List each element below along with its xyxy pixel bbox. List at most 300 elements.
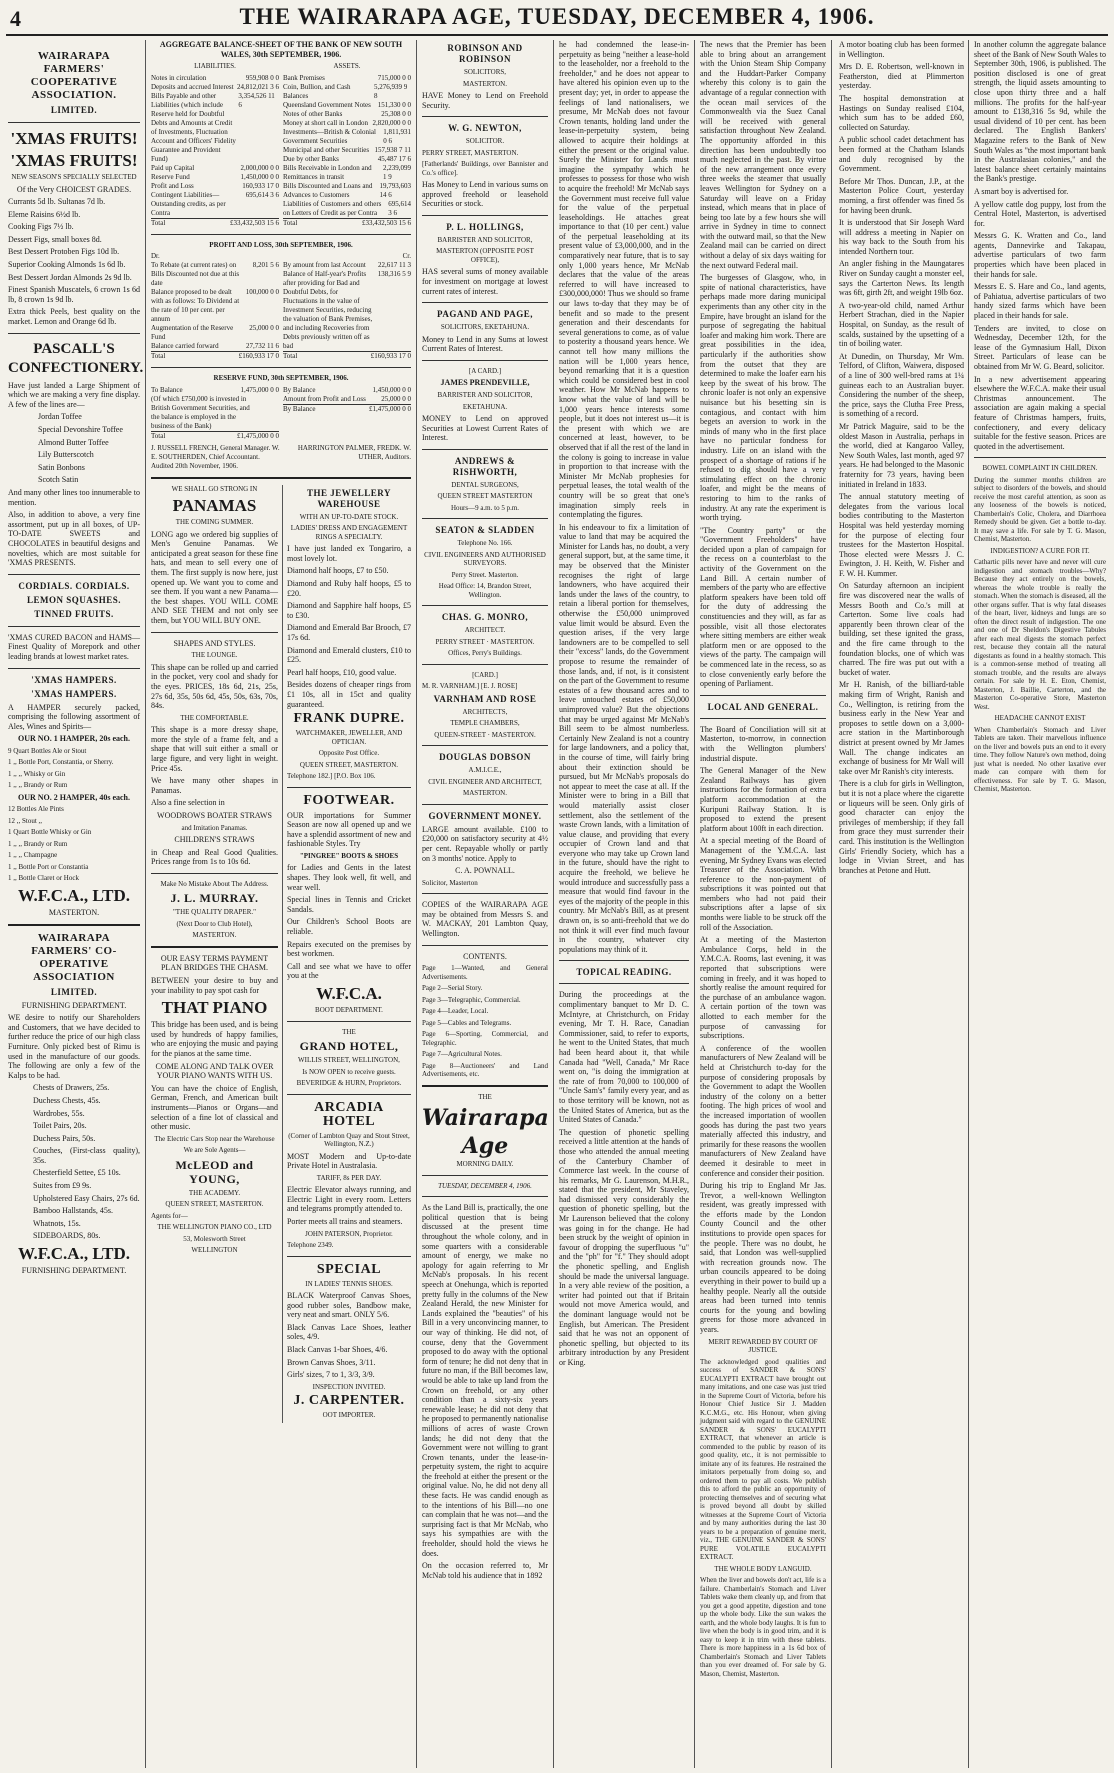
carpenter-sub: OOT IMPORTER. — [322, 1411, 376, 1420]
jewellery-sub: WITH AN UP-TO-DATE STOCK. — [299, 512, 399, 521]
childrens-heading: CHILDREN'S STRAWS — [174, 835, 255, 845]
furnishing-footer: FURNISHING DEPARTMENT. — [21, 1266, 127, 1276]
fruit-item: Cooking Figs 7½ lb. — [8, 222, 74, 232]
easy-terms: OUR EASY TERMS PAYMENT PLAN BRIDGES THE CHASM. — [160, 953, 269, 973]
dobson-town: MASTERTON. — [463, 789, 507, 798]
comfortable-heading: THE COMFORTABLE. — [180, 713, 249, 722]
news-item: The annual statutory meeting of delegates from the various local bodies contributing to the Masterton Hospital was held yesterday morning for the purpose of electing four trustees for the Masterton Hospital. Those elected were Messrs J. C. Ewington, J. H. Keith, W. Fisher and F. W. H. Kummer. — [839, 492, 964, 578]
news-item: Mr Patrick Maguire, said to be the oldest Mason in Australia, perhaps in the world, died at Kangaroo Valley, New South Wales, last month, aged 97 years. He had belonged to the Masonic fraternity for 73 years, having been initiated in Ireland in 1833. — [839, 421, 964, 489]
piano-text3: You can have the choice of English, German, French, and American built instruments—Pianos or Organs—and selection of a fine lot of classical and other music. — [151, 1083, 278, 1132]
liabilities-table — [151, 62, 279, 228]
newton-heading: W. G. NEWTON, — [448, 123, 522, 134]
govt-money-heading: GOVERNMENT MONEY. — [428, 810, 542, 821]
fruit-item: Finest Spanish Muscatels, 6 crown 1s 6d lb, 8 crown 1s 9d lb. — [8, 285, 140, 304]
dupre-opp: Opposite Post Office. — [318, 749, 380, 758]
special-line: Black Canvas 1-bar Shoes, 4/6. — [286, 1345, 388, 1355]
piano-co: THE WELLINGTON PIANO CO., LTD — [157, 1223, 272, 1232]
table-row: Paid up Capital 2,000,000 0 0 — [151, 163, 279, 172]
footwear-heading: FOOTWEAR. — [303, 792, 395, 808]
seaton-tel: Telephone No. 166. — [457, 539, 513, 548]
table-row: Bank Premises 715,000 0 0 — [283, 73, 411, 82]
comfortable-text: This shape is a more dressy shape, more the style of a frame felt, and a shape that will suit either a small or large figure, and very light in weight. Price 45s. — [151, 725, 278, 773]
liabilities-label: LIABILITIES. — [194, 62, 236, 71]
local-item: The General Manager of the New Zealand Railways has given instructions for the formation of extra platform accommodation at the Kuripuni Railway Station. It is proposed to extend the present platform about 100ft in each direction. — [700, 766, 826, 833]
pagand-text: Money to Lend in any Sums at lowest Current Rates of Interest. — [422, 334, 548, 354]
pascall-item: Scotch Satin — [38, 475, 79, 485]
seaton-addr: Perry Street. Masterton. — [451, 570, 519, 579]
hollings-heading: P. L. HOLLINGS, — [446, 221, 524, 232]
piano-town: WELLINGTON — [191, 1246, 238, 1255]
table-row: Reserve Fund 1,450,000 0 0 — [151, 172, 279, 181]
table-row: (Of which £750,000 is invested in British Government Securities, and the balance is employed in the business of the Bank) — [151, 394, 250, 430]
wfca-limited: LIMITED. — [50, 105, 98, 115]
andrews-sub: DENTAL SURGEONS, — [451, 480, 519, 489]
govt-text: LARGE amount available. £100 to £20,000 on satisfactory security at 4½ per cent. Repayable wholly or partly on 3 months' notice. Apply to — [422, 824, 548, 863]
carpenter-heading: J. CARPENTER. — [293, 1393, 405, 1409]
hollings-addr: MASTERTON (OPPOSITE POST OFFICE), — [436, 247, 534, 264]
hamper1-item: 1 ,, Bottle Port, Constantia, or Sherry. — [8, 758, 114, 767]
leader-paragraph-2: On the occasion referred to, Mr McNab told his audience that in 1892 — [422, 1561, 548, 1580]
pagand-heading: PAGAND AND PAGE, — [437, 309, 533, 320]
prendeville-sub: BARRISTER AND SOLICITOR, — [437, 391, 533, 400]
hampers-heading-2: 'XMAS HAMPERS. — [31, 688, 117, 699]
stomach-heading: INDIGESTION? A CURE FOR IT. — [990, 546, 1090, 555]
auditors: HARRINGTON PALMER, FREDK. W. UTHER, Auditors. — [297, 443, 411, 461]
arcadia-heading: ARCADIA HOTEL — [314, 1099, 384, 1129]
fruit-item: Superior Cooking Almonds 1s 6d lb. — [8, 260, 126, 270]
newspaper-title: THE WAIRARAPA AGE, TUESDAY, DECEMBER 4, 1906. — [239, 4, 875, 29]
grand-heading: GRAND HOTEL, — [299, 1039, 399, 1053]
murray-town: MASTERTON. — [192, 931, 237, 940]
also-line: Also a fine selection in — [151, 798, 225, 808]
pascall-item: Satin Bonbons — [38, 462, 85, 472]
table-row: Total £33,432,503 15 6 — [283, 218, 411, 227]
pingree-heading: "PINGREE" BOOTS & SHOES — [299, 851, 399, 860]
pascall-item: Special Devonshire Toffee — [38, 425, 123, 434]
paper-the: THE — [478, 1092, 492, 1101]
contents-item: Page 8—Auctioneers' and Land Advertisements, etc. — [422, 1061, 548, 1079]
prendeville-heading: JAMES PRENDEVILLE, — [440, 378, 530, 388]
morning-daily: MORNING DAILY. — [456, 1160, 514, 1169]
page-number: 4 — [10, 6, 21, 31]
grand-open: Is NOW OPEN to receive guests. — [302, 1067, 396, 1076]
card-label: [A CARD.] — [468, 366, 502, 375]
leader-paragraph: As the Land Bill is, practically, the one political question that is being discussed at the present time throughout the whole colony, and in some quarters with a considerable amount of energy, we make no apology for again referring to Mr McNab's proposals. In his recent speech at Onehunga, which is reported pretty fully in the columns of the New Zealand Herald, the new Minister for Lands explained the "beauties" of his Bill in a very unconvincing manner, to our way of thinking. He did not, of course, deny that the Government proposed to do away with the optional form of tenure; he did not deny that in future no man, if the Bill becomes law, would be able to take up land from the Crown on freehold, or any other condition than a sixty-six years renewable lease; he did not deny that he proposed to permanently nationalise millions of acres of waste Crown lands; he did not deny that the Government were not willing to grant Crown tenants, under the lease-in-perpetuity system, the right to acquire the freehold at either the present or the original value. No, he did not deny all these facts. He was candid enough as to the intentions of his Bill—no one can complain that he was not—and the surprising fact is that Mr McNab, who says his sympathies are with the freeholder, should hold the views he does. — [422, 1203, 548, 1558]
hamper1-item: 9 Quart Bottles Ale or Stout — [8, 746, 87, 755]
grand-the: THE — [342, 1027, 356, 1036]
contents-heading: CONTENTS. — [463, 951, 507, 961]
table-row: To Rebate (at current rates) on Bills Discounted not due at this date 8,201 5 6 — [151, 261, 279, 288]
furnishing-text: WE desire to notify our Shareholders and Customers, that we have decided to further reduce the price of our high class Furniture. Only picked best of Rimu is used in the manufacture of our goods. The following are only a few of the Kalps to be had. — [8, 1013, 140, 1080]
column-rule — [145, 40, 146, 1768]
hamper2-item: 1 Quart Bottle Whisky or Gin — [8, 828, 92, 837]
fruit-item: Best Dessert Jordan Almonds 2s 9d lb. — [8, 272, 132, 282]
furniture-item: Suites from £9 9s. — [33, 1181, 92, 1191]
news-item: On Saturday afternoon an incipient fire was discovered near the walls of Messrs Booth and Co.'s mill at Carterton. Some live coals had apparently been thrown clear of the building, set these ignited the grass, and the fire came through to the foundation blocks, one of which was charred. The fire was put out with a bucket of water. — [839, 581, 964, 677]
column-1 — [4, 40, 144, 1768]
special-sub: IN LADIES' TENNIS SHOES. — [305, 1279, 393, 1288]
pownall: C. A. POWNALL. — [455, 866, 515, 876]
table-row: Deposits and accrued Interest 24,812,021 3 6 — [151, 82, 279, 91]
liver-heading: THE WHOLE BODY LANGUID. — [714, 1564, 812, 1573]
assets-label: ASSETS. — [333, 62, 361, 71]
mcleod-heading: McLEOD and YOUNG, — [175, 1157, 254, 1186]
profit-loss — [151, 261, 411, 361]
contents-item: Page 3—Telegraphic, Commercial. — [422, 995, 521, 1004]
dateline: TUESDAY, DECEMBER 4, 1906. — [438, 1181, 532, 1190]
table-row: Total £160,933 17 0 — [283, 352, 411, 361]
pascall-heading: PASCALL'S CONFECTIONERY. — [8, 340, 144, 376]
local-item: At a special meeting of the Board of Management of the Y.M.C.A. last evening, Mr Sydney Evans was elected Treasurer of the Association. With reference to the non-payment of subscriptions it was pointed out that members who had not paid their subscriptions after a lapse of six months were liable to be struck off the roll of the Association. — [700, 836, 826, 932]
topical-text: During the proceedings at the complimentary banquet to Mr D. C. McIntyre, at Christchurch, on Friday evening, Mr T. H. Race, Canadian Commissioner, said, to refer to exports, he went to the United States, that much had been heard about it, that while Canada had "Well, Canada," Mr Race went on, "is doing the immigration at the rate of from 70,000 to 100,000 of "Uncle Sam's" family every year, and as to those territory will be known, not as the United States of America, but as the United States of Canada." — [559, 990, 689, 1125]
contents-item: Page 4—Leader, Local. — [422, 1007, 489, 1016]
bank-title: AGGREGATE BALANCE-SHEET OF THE BANK OF NEW SOUTH WALES, 30th SEPTEMBER, 1906. — [159, 40, 403, 59]
arcadia-text3: Porter meets all trains and steamers. — [286, 1216, 403, 1226]
news-item: In a new advertisement appearing elsewhere the W.F.C.A. make their usual Christmas announcement. The association are again making a special feature of Christmas hampers, fruits, confectionery, and every delicacy suitable for the festive season. Prices are quoted in the advertisement. — [974, 374, 1106, 451]
headache-heading: HEADACHE CANNOT EXIST — [994, 714, 1086, 723]
bacon-text: 'XMAS CURED BACON and HAMS—Finest Quality of Morepork and other leading brands at lowest market rates. — [8, 632, 140, 661]
news-item: There is a club for girls in Wellington, but it is not a place where the cigarette or liqueurs will be seen. Only girls of good character can enjoy the privileges of membership; if they fall from grace they must surrender their card. This institution is the Wellington Girls' Friendly Society, which has a lodge in Vivian Street, and has branches at Petone and Hutt. — [839, 779, 964, 875]
andrews-addr: QUEEN STREET MASTERTON — [437, 492, 533, 501]
news-item: In another column the aggregate balance sheet of the Bank of New South Wales to September 30th, 1906, is published. The position disclosed is one of great strength, the liquid assets amounting to close upon thirty three and a half millions. The profits for the half-year amount to £138,316 5s 9d, while the usual dividend of 10 per cent. has been declared. The English Bankers' Magazine refers to the Bank of New South Wales as "the most important bank in the Australasian colonies," and the latest balance sheet certainly maintains the Bank's prestige. — [974, 40, 1106, 184]
hamper2-item: 1 ,, Bottle Port or Constantia — [8, 862, 89, 871]
fruit-item: Best Dessert Protoben Figs 10d lb. — [8, 247, 120, 257]
lounge-text: This shape can be rolled up and carried in the pocket, very cool and shady for the eyes. PRICES, 18s 6d, 21s, 25s, 27s 6d, 35s, 50s 6d, 45s, 50s, 63s, 70s, 84s. — [151, 662, 278, 711]
pascall-more: And many other lines too innumerable to mention. — [8, 487, 140, 507]
assets-table — [283, 62, 411, 228]
arcadia-text2: Electric Elevator always running, and Electric Light in every room. Letters and telegrams promptly attended to. — [286, 1185, 411, 1214]
fruit-item: Extra thick Peels, best quality on the market. Lemon and Orange 6d lb. — [8, 307, 140, 327]
lemon-heading: LEMON SQUASHES. — [26, 594, 122, 605]
xmas-fruits-heading-2: 'XMAS FRUITS! — [10, 151, 138, 170]
imitation-line: and Imitation Panamas. — [181, 823, 248, 832]
pl-title: PROFIT AND LOSS, 30th SEPTEMBER, 1906. — [209, 240, 353, 249]
table-row: Liabilities of Customers and others on Letters of Credit as per Contra 695,614 3 6 — [283, 199, 411, 217]
robinson-town: MASTERTON. — [463, 79, 507, 88]
monro-sub: ARCHITECT. — [464, 626, 506, 635]
local-general-heading: LOCAL AND GENERAL. — [707, 701, 819, 712]
seaton-sub: CIVIL ENGINEERS AND AUTHORISED SURVEYORS. — [424, 550, 546, 568]
bank-signatures — [151, 444, 411, 471]
fruit-item: Eleme Raisins 6½d lb. — [8, 209, 81, 219]
furniture-item: Chests of Drawers, 25s. — [33, 1083, 110, 1093]
quality-draper: "THE QUALITY DRAPER." — [172, 908, 256, 917]
inspection: INSPECTION INVITED. — [312, 1382, 386, 1391]
news-item: It is understood that Sir Joseph Ward will address a meeting in Napier on his way back to the South from his intended Northern tour. — [839, 218, 964, 256]
hamper2-item: 12 Bottles Ale Pints — [8, 805, 64, 814]
monro-heading: CHAS. G. MONRO, — [441, 612, 529, 623]
table-row: Notes in circulation 959,908 0 0 — [151, 73, 279, 82]
masthead — [6, 4, 1108, 36]
varnham-heading: VARNHAM AND ROSE — [433, 693, 537, 704]
table-row: Municipal and other Securities 157,938 7 11 — [283, 145, 411, 154]
shapes-heading: SHAPES AND STYLES. — [173, 638, 256, 648]
rings-head: LADIES' DRESS AND ENGAGEMENT RINGS A SPECIALTY. — [290, 524, 408, 541]
wfca-boot-heading: W.F.C.A. — [316, 984, 382, 1003]
table-row: Augmentation of the Reserve Fund 25,000 0 0 — [151, 324, 279, 342]
arcadia-tel: Telephone 2349. — [286, 1241, 334, 1250]
card-label-2: [CARD.] — [472, 670, 498, 679]
furniture-item: Upholstered Easy Chairs, 27s 6d. — [33, 1193, 140, 1203]
table-row: Money at short call in London 2,820,000 0 0 — [283, 118, 411, 127]
arcadia-prop: JOHN PATERSON, Proprietor. — [305, 1229, 393, 1238]
agents-for: Agents for— — [151, 1211, 188, 1220]
country-party-text: "The Country party" or the "Government Freeholders" have decided upon a plan of campaign for the recess on a counterblast to the activity of the Government on the Land Bill. A certain number of members of the party who are effective platform speakers have been told off for the duty of addressing the constituencies and they will, as far as possible, visit all those electorates where sitting members are either weak platform men or are opposed to the views of the party. The campaign will be commenced late in the recess, so as to close conveniently early before the opening of Parliament. — [700, 525, 826, 689]
column-rule — [553, 40, 554, 1768]
table-row: By Balance £1,475,000 0 0 — [283, 404, 411, 413]
news-item: Mr H. Ranish, of the billiard-table making firm of Wright, Ranish and Co., Wellington, is retiring from the business early in the New Year and proposes to settle down on a 3,000-acre station in the Martinborough district at present owned by Mr James Wall. The change indicates an exchange of business for Mr Wall will take over Mr Ranish's city interests. — [839, 680, 964, 776]
ring-item: Pearl half hoops, £10, good value. — [286, 667, 397, 677]
fruit-item: Dessert Figs, small boxes 8d. — [8, 234, 102, 244]
dupre-addr: QUEEN STREET, MASTERTON. — [299, 760, 399, 769]
dobson-heading: DOUGLAS DOBSON — [439, 752, 531, 763]
column-6 — [835, 40, 968, 1768]
wfca-ltd: W.F.C.A., LTD. — [18, 885, 130, 905]
andrews-hours: Hours—9 a.m. to 5 p.m. — [450, 503, 520, 512]
robinson-heading: ROBINSON AND ROBINSON — [447, 43, 523, 64]
furniture-item: Couches, (First-class quality), 35s. — [33, 1146, 140, 1165]
ring-item: Diamond and Emerald clusters, £10 to £25. — [286, 645, 411, 665]
panamas-sub: THE COMING SUMMER. — [175, 518, 254, 527]
prendeville-text: MONEY to Lend on approved Securities at Lowest Current Rates of Interest. — [422, 414, 548, 443]
table-row: Bills Discounted and Loans and Advances to Customers 19,793,603 14 6 — [283, 181, 411, 199]
special-line: Girls' sizes, 7 to 1, 3/3, 3/9. — [286, 1370, 375, 1380]
stomach-text: Cathartic pills never have and never will cure indigestion and stomach troubles—Why? Because they act entirely on the bowels, whereas the whole trouble is really the stomach. When the stomach is diseased, all the other organs suffer. That is why fatal diseases of the heart, liver, kidneys and lungs are so often the direct result of indigestion. The one and one of Dr Sheldon's Digestive Tabules after each meal digests the stomach perfect rest, because they contain all the natural digestants as found in a healthy stomach. This is a common-sense method of treating all stomach trouble, and the results are always certain. For sale by H. E. Eton, Chemist, Masterton, J. Baillie, Carterton, and the Masterton Co-operative Store, Masterton West. — [974, 558, 1106, 711]
hamper2-item: 12 ,, Stout ,, — [8, 816, 43, 825]
column-rule — [831, 40, 832, 1768]
news-item: Before Mr Thos. Duncan, J.P., at the Masterton Police Court, yesterday morning, a first offender was fined 5s for having been drunk. — [839, 176, 964, 215]
furniture-item: Duchess Chests, 45s. — [33, 1095, 101, 1105]
newton-office: [Fatherlands' Buildings, over Bannister and Co.'s office]. — [422, 160, 548, 177]
fruit-list — [8, 197, 140, 327]
footwear-text: OUR importations for Summer Season are now all opened up and we have a splendid assortment of new and fashionable Styles. Try — [286, 810, 411, 849]
childrens-text: in Cheap and Real Good Qualities. Prices range from 1s to 10s 6d. — [151, 847, 278, 867]
news-item: The hospital demonstration at Hastings on Sunday realised £104, which sum has to be added £60, collected on Saturday. — [839, 93, 964, 132]
rings-more: Besides dozens of cheaper rings from £1 10s, all in 15ct and quality guaranteed. — [286, 680, 411, 709]
news-item: A public school cadet detachment has been formed at the Chatham Islands and duly recognised by the Government. — [839, 135, 964, 174]
cars-stop: The Electric Cars Stop near the Warehouse — [154, 1134, 275, 1143]
cordials-heading: CORDIALS. CORDIALS. — [18, 580, 130, 591]
wfca-town: MASTERTON. — [48, 907, 100, 917]
hollings-text: HAS several sums of money available for investment on mortgage at lowest current rates of interest. — [422, 267, 548, 296]
table-row: Contingent Liabilities—Outstanding credits, as per Contra 695,614 3 6 — [151, 190, 279, 217]
column-5 — [696, 40, 830, 1768]
wfca2-limited: LIMITED. — [50, 986, 98, 997]
column-4 — [555, 40, 693, 1768]
table-row: Total £33,432,503 15 6 — [151, 218, 279, 227]
lounge-heading: THE LOUNGE. — [191, 651, 238, 660]
panamas-intro: WE SHALL GO STRONG IN — [171, 484, 258, 493]
furniture-list — [8, 1083, 140, 1241]
fruit-item: Currants 5d lb. Sultanas 7d lb. — [8, 197, 106, 207]
pagand-sub: SOLICITORS, EKETAHUNA. — [440, 323, 530, 332]
furniture-item: SIDEBOARDS, 80s. — [33, 1231, 101, 1241]
news-item: A smart boy is advertised for. — [974, 186, 1069, 196]
table-row: Balance of Half-year's Profits after providing for Bad and Doubtful Debts, for Fluctuations in the value of Investment Securities, reducing the valuation of Bank Premises, and including Recoveries from Debts previously written off as bad 138,316 5 9 — [283, 270, 411, 351]
hamper2-item: 1 ,, Bottle Claret or Hock — [8, 874, 79, 883]
hamper2-item: 1 ,, ,, Champagne — [8, 851, 58, 860]
piano-heading: THAT PIANO — [161, 998, 268, 1018]
hamper1-item: 1 ,, ,, Whisky or Gin — [8, 769, 66, 778]
childrens-boots: Our Children's School Boots are reliable. — [286, 917, 411, 937]
ring-item: Diamond half hoops, £7 to £50. — [286, 566, 389, 576]
grand-prop: BEVERIDGE & HURN, Proprietors. — [296, 1079, 402, 1087]
table-row: Profit and Loss 160,933 17 0 — [151, 181, 279, 190]
table-row: Total £1,475,000 0 0 — [151, 431, 279, 440]
column-2 — [147, 40, 415, 1768]
boot-dept: BOOT DEPARTMENT. — [315, 1006, 383, 1014]
seaton-office: Head Office: 14, Brandon Street, Wellington. — [438, 582, 532, 599]
table-row: Total £160,933 17 0 — [151, 352, 279, 361]
furniture-item: Duchess Pairs, 50s. — [33, 1133, 96, 1143]
column-7 — [970, 40, 1110, 1768]
tinned-heading: TINNED FRUITS. — [34, 608, 114, 619]
pascall-text: Have just landed a Large Shipment of which we are making a very fine display. A few of the lines are— — [8, 380, 140, 409]
column-rule — [416, 40, 417, 1768]
monro-addr: PERRY STREET · MASTERTON. — [435, 637, 535, 646]
copies-text: COPIES of the WAIRARAPA AGE may be obtained from Messrs S. and W. MACKAY, 201 Lambton Quay, Wellington. — [422, 900, 548, 939]
next-door: (Next Door to Club Hotel), — [176, 919, 253, 928]
arcadia-addr: (Corner of Lambton Quay and Stout Street, Wellington, N.Z.) — [288, 1131, 410, 1148]
furniture-item: Toilet Pairs, 20s. — [33, 1121, 87, 1131]
pl-drcr: Dr. Cr. — [151, 252, 411, 261]
furnishing-heading: FURNISHING DEPARTMENT. — [21, 1000, 127, 1010]
table-row: Bills Receivable in London and Remittances in transit 2,239,099 1 9 — [283, 163, 411, 181]
contents-item: Page 5—Cables and Telegrams. — [422, 1018, 512, 1027]
arcadia-text: MOST Modern and Up-to-date Private Hotel in Australasia. — [286, 1151, 411, 1171]
andrews-heading: ANDREWS & RISHWORTH, — [452, 455, 518, 477]
pascall-item: Jordan Toffee — [38, 412, 82, 422]
merit-heading: MERIT REWARDED BY COURT OF JUSTICE. — [708, 1337, 818, 1355]
signatories: J. RUSSELL FRENCH, General Manager. W. E. SOUTHERDEN, Chief Accountant. Audited 20th November, 1906. — [151, 443, 280, 470]
newton-text: Has Money to Lend in various sums on approved freehold or leasehold Securities or stock. — [422, 180, 548, 209]
table-row: Amount from Profit and Loss 25,000 0 0 — [283, 394, 411, 403]
column-rule — [968, 40, 969, 1768]
table-row: Balance carried forward 27,732 11 6 — [151, 342, 279, 351]
wfca2-header: WAIRARAPA FARMERS' CO-OPERATIVE ASSOCIATION — [31, 931, 117, 983]
glasgow-text: The burgesses of Glasgow, who, in spite of national characteristics, have perhaps made more daring municipal experiments than any other city in the Empire, have brought an island for the purpose of segregating the habitual loafer and making him work. There are great possibilities in the idea, particularly if the authorities show from the outset that they are determined to make the loafer earn his keep by the sweat of his brow. The chronic loafer is not only an expensive nuisance but his besetting sin is contagious, and contact with him begets an aversion to work in the minds of many who in the first place have no particular fondness for industry. Life on an island with the prospect of a shortage of rations if he refused to dig should have a very stimulating effect on the chronic loafer, and might be the means of restoring to him to the ranks of industry. At any rate the experiment is worth trying. — [700, 273, 826, 523]
special-line: Black Canvas Lace Shoes, leather soles, 4/9. — [286, 1322, 411, 1342]
prendeville-town: EKETAHUNA. — [462, 402, 508, 411]
table-row: By amount from last Account 22,617 11 3 — [283, 261, 411, 270]
topical-heading: TOPICAL READING. — [576, 967, 672, 978]
robinson-text: HAVE Money to Lend on Freehold Security. — [422, 91, 548, 110]
news-item: An angler fishing in the Maungatares River on Sunday caught a monster eel, says the Carterton News. Its length was 6ft, girth 2ft, and weight 19lb 6oz. — [839, 259, 964, 298]
straws-heading: WOODROWS BOATER STRAWS — [157, 810, 272, 820]
news-item: At Dunedin, on Thursday, Mr Wm. Telford, of Clifton, Waiwera, disposed of a line of 300 well-bred rams at 1¼ guineas each to an Australian buyer. Considering the number of the sheep, the price, says the Clutha Free Press, is something of a record. — [839, 351, 964, 419]
col2-subcolumns — [151, 485, 411, 1423]
panamas-heading: PANAMAS — [172, 496, 257, 516]
table-row: Bills Payable and other Liabilities (which include Reserve held for Doubtful Debts and Amounts at Credit of Investments, Fluctuation Account and Officers' Fidelity Guarantee and Provident Fund) 3,354,526 11 6 — [151, 91, 275, 163]
news-item: Messrs E. S. Hare and Co., land agents, of Pahiatua, advertise particulars of two handy sized farms which have been placed in their hands for sale. — [974, 282, 1106, 321]
wfca-header: WAIRARAPA FARMERS' COOPERATIVE ASSOCIATION. — [30, 50, 118, 101]
liver-text: When the liver and bowels don't act, life is a failure. Chamberlain's Stomach and Liver Tablets wake them cleanly up, and from that you get a good appetite, digestion and tone up the whole body. Like the sun wakes the earth, and the whole body laughs. It is fun to live when the body is in good trim, and it is easy to keep it in trim with these tablets. There is more happiness in a 1s 6d box of Chamberlain's Stomach and Liver Tablets than you ever dreamed of. For sale by G. Mason, Chemist, Masterton. — [700, 1576, 826, 1678]
academy: THE ACADEMY. — [188, 1188, 241, 1197]
special-text: BLACK Waterproof Canvas Shoes, good rubber soles, Bandbow make, very neat and smart. ONLY 5/6. — [286, 1291, 411, 1320]
furniture-item: Whatnots, 15s. — [33, 1218, 81, 1228]
dupre-tel: Telephone 182.] [P.O. Box 106. — [286, 772, 376, 781]
news-item: Tenders are invited, to close on Wednesday, December 12th, for the lease of the Gymnasium Hall, Dixon Street. Particulars of lease can be obtained from Mr W. G. Beard, solicitor. — [974, 323, 1106, 371]
furniture-item: Chesterfield Settee, £5 10s. — [33, 1168, 121, 1178]
other-shapes: We have many other shapes in Panamas. — [151, 776, 278, 795]
murray-heading: J. L. MURRAY. — [170, 891, 259, 906]
varnham-names: M. R. VARNHAM.] [E. J. ROSE] — [422, 682, 518, 691]
local-item: The Board of Conciliation will sit at Masterton, to-morrow, in connection with the Wellington plumbers' industrial dispute. — [700, 724, 826, 763]
table-row: To Balance 1,475,000 0 0 — [151, 385, 279, 394]
contents-item: Page 2—Serial Story. — [422, 984, 483, 993]
hamper1-title: OUR NO. 1 HAMPER, 20s each. — [18, 734, 130, 744]
varnham-sub: ARCHITECTS, — [462, 707, 508, 716]
table-row: Coin, Bullion, and Cash Balances 5,276,939 9 8 — [283, 82, 408, 100]
table-row: Balance proposed to be dealt with as follows: To Dividend at the rate of 10 per cent. per annum 100,000 0 0 — [151, 288, 279, 324]
newton-sub: SOLICITOR. — [465, 137, 505, 146]
news-item: A two-year-old child, named Arthur Herbert Strachan, died in the Napier Hospital, on Sunday, as the result of scalds, sustained by the upsetting of a tin of boiling water. — [839, 300, 964, 349]
hampers-heading: 'XMAS HAMPERS. — [31, 674, 117, 685]
choicest-line: Of the Very CHOICEST GRADES. — [16, 184, 132, 194]
column-3 — [418, 40, 552, 1768]
table-row: Notes of other Banks 25,308 0 0 — [283, 109, 411, 118]
dupre-heading: FRANK DUPRE. — [293, 711, 405, 727]
local-item: A conference of the woollen manufacturers of New Zealand will be held at Christchurch to-day for the purpose of considering proposals by the Government to adapt the Woollen industry of the colony on a better footing. The high prices of wool and the increased importation of woollen goods has during the past two years materially affected this industry, and primarily for these reasons the woollen manufacturers of New Zealand have deemed it desirable to meet in conference and consider their position. — [700, 1043, 826, 1178]
newton-addr: PERRY STREET, MASTERTON. — [422, 148, 519, 157]
local-item: During his trip to England Mr Jas. Trevor, a well-known Wellington resident, was greatly impressed with the efforts made by the London County Council and the other institutions to provide open spaces for the people. There was no doubt, he said, that London was well-supplied with recreation grounds now. The urban councils appeared to be doing everything in their power to build up a healthy people. Nearly all the outside areas had been turned into tennis courts for the young and bowling greens for those more advanced in years. — [700, 1181, 826, 1334]
piano-text2: This bridge has been used, and is being used by hundreds of happy families, who are enjoying the music and paying for the pianos at the same time. — [151, 1020, 278, 1058]
headache-text: When Chamberlain's Stomach and Liver Tablets are taken. Their marvellous influence on the liver and bowels puts an end to it every time. They follow Nature's own method, doing just what is needed. No other laxative ever made can compare with them for effectiveness. For sale by T. G. Mason, Chemist, Masterton. — [974, 725, 1106, 794]
varnham-chambers: TEMPLE CHAMBERS, — [450, 719, 520, 728]
table-row: By Balance 1,450,000 0 0 — [283, 385, 411, 394]
also-text: Also, in addition to above, a very fine assortment, put up in all boxes, of UP-TO-DATE SWEETS and CHOCOLATES in beautiful designs and novelties, which are most suitable for 'XMAS PRESENTS. — [8, 510, 140, 568]
pascall-item: Lily Butterscotch — [38, 450, 94, 460]
seaton-heading: SEATON & SLADDEN — [435, 525, 535, 536]
pascall-list — [8, 412, 140, 485]
pingree-text: for Ladies and Gents in the latest shapes. They look well, fit well, and wear well. — [286, 863, 411, 892]
xmas-fruits-heading: 'XMAS FRUITS! — [10, 129, 138, 148]
dobson-sub: A.M.I.C.E., — [468, 766, 502, 775]
table-row: Investments—British & Colonial Government Securities 1,811,931 0 6 — [283, 127, 411, 145]
dobson-trade: CIVIL ENGINEER AND ARCHITECT, — [428, 777, 542, 786]
paper-name: Wairarapa Age — [422, 1105, 549, 1160]
bowel-heading: BOWEL COMPLAINT IN CHILDREN. — [982, 464, 1098, 473]
ring-item: Diamond and Ruby half hoops, £5 to £20. — [286, 578, 411, 598]
pownall-sub: Solicitor, Masterton — [422, 878, 478, 887]
pascall-item: Almond Butter Toffee — [38, 437, 109, 447]
jewellery-heading: THE JEWELLERY WAREHOUSE — [307, 487, 391, 509]
table-row: Queensland Government Notes 151,330 0 0 — [283, 100, 411, 109]
tennis-line: Special lines in Tennis and Cricket Sandals. — [286, 895, 411, 914]
call-line: Call and see what we have to offer you at the — [286, 961, 411, 981]
sole-agents: We are Sole Agents— — [183, 1146, 246, 1155]
bowel-text: During the summer months children are subject to disorders of the bowels, and should receive the most careful attention, as soon as any looseness of the bowels is noticed, Chamberlain's Colic, Cholera, and Diarrhoea Remedy should be given. Get a bottle to-day. It may save a life. For sale by T. G. Mason, Chemist, Masterton. — [974, 475, 1106, 544]
hamper2-item: 1 ,, ,, Brandy or Rum — [8, 839, 68, 848]
grand-addr: WILLIS STREET, WELLINGTON, — [298, 1056, 400, 1064]
col2-right — [283, 485, 411, 1423]
news-item: A motor boating club has been formed in Wellington. — [839, 40, 964, 59]
piano-text: BETWEEN your desire to buy and your inability to pay spot cash for — [151, 976, 278, 995]
dupre-trade: WATCHMAKER, JEWELLER, AND OPTICIAN. — [295, 729, 403, 746]
new-season-line: NEW SEASON'S SPECIALLY SELECTED — [11, 173, 137, 181]
premier-text: The news that the Premier has been able to bring about an arrangement with the Union Steam Ship Company and the Huddart-Parker Company whereby this colony is to gain the advantage of a regular connection with the ocean mail services of the Commonwealth via the Suez Canal will be received with general satisfaction throughout New Zealand. The opportunity afforded in this direction has been undoubtedly too much neglected in the past. By virtue of the new arrangement once every three weeks the steamer that usually leaves Wellington for Sydney on a Saturday will leave on a Friday instead, which means that in place of being too late by a few hours she will arrive in Sydney in time to connect with the outward mail, so that the New Zealand mail can be carried on direct without a delay of six days waiting for the next outward Federal mail. — [700, 40, 826, 270]
news-item: Messrs G. K. Wratten and Co., land agents, Dannevirke and Takapau, advertise particulars of two farm properties which have been placed in their hands for sale. — [974, 231, 1106, 279]
special-heading: SPECIAL — [316, 1261, 382, 1277]
monro-office: Offices, Perry's Buildings. — [448, 649, 522, 658]
varnham-addr: QUEEN-STREET · MASTERTON. — [434, 730, 536, 739]
balance-sheet — [151, 62, 411, 228]
rf-title: RESERVE FUND, 30th SEPTEMBER, 1906. — [213, 374, 349, 383]
come-along: COME ALONG AND TALK OVER YOUR PIANO WANTS WITH US. — [155, 1061, 274, 1081]
leader-continued: he had condemned the lease-in-perpetuity as being "neither a lease-hold to the leaseholder, nor a freehold to the freeholder," and he does not appear to have altered his opinion even up to the present day; yet, in order to appease the feelings of land nationalisers, we presume, Mr McNab does not favour Crown tenants, holding land under the lease-in-perpetuity system, being allowed to acquire their holdings at either the present or the original value. Surely the Minister for Lands must imagine the sympathy which he professes to possess for those who wish to acquire the freehold! Mr McNab says the Government must receive full value for the value of the perpetual leaseholdings. He attaches great importance to that (10 per cent.) value of the perpetual leaseholding at its present value of £3,000,000, and in the comparatively near future, that is to say only 1,000 years hence, Mr McNab declares that the value of the areas referred to will have increased to £300,000,000! Thus we should so frame our laws to-day that they may be of benefit and so made to the present generation and their descendants for several generations to come, as of value to posterity a thousand years hence. We cannot tell how many millions the nation will be 1,000 years hence, beyond remarking that it is a question which could be considered best in cool weather. How Mr McNab happens to know what the value of land will be 1,000 years hence interests some people, but it does not interest us—it is the present with which we are concerned at least, however, to be observed that if all the rest of the land in the colony is going to increase in value in proportion to that increase with the Minister Mr McNab prophesies for perpetual leases, the total wealth of the country will be so great that one's imagination simply reels in contemplating the figures. — [559, 40, 689, 520]
academy-addr: QUEEN STREET, MASTERTON. — [165, 1200, 264, 1209]
merit-text: The acknowledged good qualities and success of SANDER & SONS' EUCALYPTI EXTRACT have brought out many imitations, and one case was just tried in the Supreme Court of Victoria, before his Honour Chief Justice Sir J. Madden K.C.M.G., etc. His Honour, when giving judgment said with regard to the GENUINE SANDER & SONS' EUCALYPTI EXTRACT, that whenever an article is commended to the public by reason of its good quality, etc., it is not permissible to imitate any of its features. He restrained the imitators perpetually from doing so, and ordered them to pay all costs. We publish this to afford the public an opportunity of protecting themselves and of securing what is proved beyond all doubt by skilled witnesses at the Supreme Court of Victoria and by many authorities during the last 30 years to be a preparation of genuine merit, viz., THE GENUINE SANDER & SONS' PURE VOLATILE EUCALYPTI EXTRACT. — [700, 1357, 826, 1562]
